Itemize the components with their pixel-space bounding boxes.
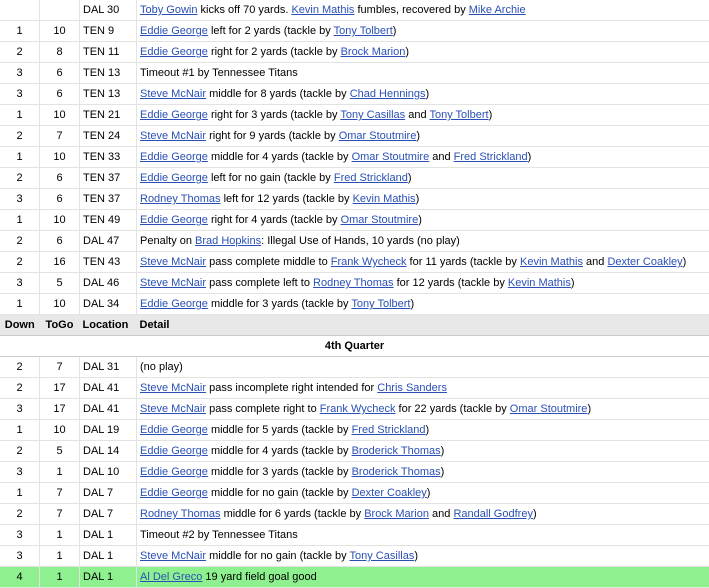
location-cell: DAL 14 <box>80 441 137 462</box>
table-row <box>0 189 709 210</box>
detail-text: ) <box>533 508 537 520</box>
detail-text: ) <box>489 109 493 121</box>
detail-text: 19 yard field goal good <box>202 571 316 583</box>
location-cell: DAL 1 <box>80 525 137 546</box>
player-link[interactable]: Eddie George <box>140 172 208 184</box>
down-cell: 3 <box>0 525 40 546</box>
plays-after <box>0 357 709 588</box>
detail-cell <box>137 504 709 525</box>
location-cell: TEN 24 <box>80 126 137 147</box>
player-link[interactable]: Omar Stoutmire <box>352 151 430 163</box>
quarter-row <box>0 336 709 357</box>
detail-cell <box>137 378 709 399</box>
player-link[interactable]: Randall Godfrey <box>453 508 533 520</box>
down-cell: 2 <box>0 168 40 189</box>
table-row <box>0 462 709 483</box>
player-link[interactable]: Steve McNair <box>140 382 206 394</box>
player-link[interactable]: Broderick Thomas <box>352 466 441 478</box>
detail-text: middle for no gain (tackle by <box>206 550 349 562</box>
table-row <box>0 21 709 42</box>
player-link[interactable]: Fred Strickland <box>352 424 426 436</box>
togo-cell: 5 <box>40 441 80 462</box>
togo-cell: 1 <box>40 462 80 483</box>
detail-text: for 12 yards (tackle by <box>394 277 508 289</box>
detail-cell <box>137 567 709 588</box>
detail-text: and <box>405 109 429 121</box>
togo-cell: 6 <box>40 63 80 84</box>
player-link[interactable]: Eddie George <box>140 109 208 121</box>
location-cell: TEN 37 <box>80 189 137 210</box>
togo-cell: 7 <box>40 483 80 504</box>
detail-cell <box>137 0 709 21</box>
detail-text: left for no gain (tackle by <box>208 172 334 184</box>
player-link[interactable]: Frank Wycheck <box>320 403 396 415</box>
table-row <box>0 63 709 84</box>
table-row <box>0 42 709 63</box>
player-link[interactable]: Eddie George <box>140 25 208 37</box>
detail-text: middle for 8 yards (tackle by <box>206 88 350 100</box>
detail-cell <box>137 420 709 441</box>
down-cell: 1 <box>0 105 40 126</box>
togo-cell <box>40 0 80 21</box>
player-link[interactable]: Chris Sanders <box>377 382 447 394</box>
togo-cell: 7 <box>40 126 80 147</box>
down-cell: 2 <box>0 252 40 273</box>
player-link[interactable]: Kevin Mathis <box>520 256 583 268</box>
detail-text: pass complete left to <box>206 277 313 289</box>
detail-cell <box>137 105 709 126</box>
table-row <box>0 252 709 273</box>
detail-text: ) <box>587 403 591 415</box>
table-row <box>0 399 709 420</box>
togo-cell: 6 <box>40 231 80 252</box>
location-cell: TEN 11 <box>80 42 137 63</box>
player-link[interactable]: Steve McNair <box>140 550 206 562</box>
down-cell: 3 <box>0 399 40 420</box>
player-link[interactable]: Eddie George <box>140 151 208 163</box>
player-link[interactable]: Broderick Thomas <box>352 445 441 457</box>
player-link[interactable]: Omar Stoutmire <box>341 214 419 226</box>
location-cell: DAL 1 <box>80 567 137 588</box>
detail-text: ) <box>683 256 687 268</box>
quarter-label: 4th Quarter <box>0 336 709 357</box>
detail-cell <box>137 231 709 252</box>
detail-text: ) <box>408 172 412 184</box>
detail-text: ) <box>414 550 418 562</box>
detail-text: ) <box>427 487 431 499</box>
location-cell: DAL 1 <box>80 546 137 567</box>
player-link[interactable]: Eddie George <box>140 424 208 436</box>
table-row <box>0 84 709 105</box>
detail-text: ) <box>410 298 414 310</box>
down-cell: 3 <box>0 63 40 84</box>
player-link[interactable]: Brock Marion <box>364 508 429 520</box>
player-link[interactable]: Brock Marion <box>341 46 406 58</box>
togo-cell: 6 <box>40 189 80 210</box>
down-cell: 3 <box>0 84 40 105</box>
location-cell: DAL 46 <box>80 273 137 294</box>
detail-text: pass complete right to <box>206 403 320 415</box>
togo-cell: 1 <box>40 546 80 567</box>
detail-text: Timeout #1 by Tennessee Titans <box>140 67 298 79</box>
detail-cell <box>137 210 709 231</box>
header-location: Location <box>80 315 137 336</box>
table-row <box>0 504 709 525</box>
detail-text: ) <box>426 424 430 436</box>
togo-cell: 6 <box>40 168 80 189</box>
header-detail: Detail <box>137 315 709 336</box>
down-cell: 2 <box>0 441 40 462</box>
location-cell: TEN 37 <box>80 168 137 189</box>
togo-cell: 7 <box>40 504 80 525</box>
detail-text: middle for 3 yards (tackle by <box>208 466 352 478</box>
detail-text: Timeout #2 by Tennessee Titans <box>140 529 298 541</box>
togo-cell: 10 <box>40 420 80 441</box>
detail-text: ) <box>441 466 445 478</box>
detail-text: middle for no gain (tackle by <box>208 487 352 499</box>
detail-cell <box>137 294 709 315</box>
togo-cell: 8 <box>40 42 80 63</box>
player-link[interactable]: Al Del Greco <box>140 571 202 583</box>
down-cell: 1 <box>0 294 40 315</box>
player-link[interactable]: Dexter Coakley <box>352 487 427 499</box>
player-link[interactable]: Steve McNair <box>140 256 206 268</box>
detail-text: right for 9 yards (tackle by <box>206 130 339 142</box>
detail-text: right for 3 yards (tackle by <box>208 109 340 121</box>
table-row <box>0 357 709 378</box>
location-cell: DAL 7 <box>80 483 137 504</box>
table-row <box>0 294 709 315</box>
togo-cell: 10 <box>40 210 80 231</box>
detail-text: for 11 yards (tackle by <box>406 256 520 268</box>
table-row <box>0 420 709 441</box>
detail-text: ) <box>528 151 532 163</box>
player-link[interactable]: Eddie George <box>140 214 208 226</box>
location-cell: DAL 30 <box>80 0 137 21</box>
detail-cell <box>137 399 709 420</box>
table-header-group <box>0 315 709 357</box>
table-row <box>0 525 709 546</box>
location-cell: TEN 49 <box>80 210 137 231</box>
location-cell: DAL 41 <box>80 399 137 420</box>
detail-cell <box>137 21 709 42</box>
player-link[interactable]: Steve McNair <box>140 403 206 415</box>
detail-text: for 22 yards (tackle by <box>395 403 509 415</box>
down-cell: 1 <box>0 483 40 504</box>
detail-cell <box>137 525 709 546</box>
player-link[interactable]: Fred Strickland <box>454 151 528 163</box>
togo-cell: 1 <box>40 567 80 588</box>
player-link[interactable]: Tony Tolbert <box>429 109 488 121</box>
detail-cell <box>137 483 709 504</box>
player-link[interactable]: Steve McNair <box>140 130 206 142</box>
player-link[interactable]: Eddie George <box>140 445 208 457</box>
location-cell: DAL 19 <box>80 420 137 441</box>
detail-cell <box>137 126 709 147</box>
player-link[interactable]: Frank Wycheck <box>331 256 407 268</box>
detail-text: (no play) <box>140 361 183 373</box>
table-header-row <box>0 315 709 336</box>
location-cell: TEN 33 <box>80 147 137 168</box>
player-link[interactable]: Steve McNair <box>140 88 206 100</box>
table-row <box>0 0 709 21</box>
down-cell: 1 <box>0 420 40 441</box>
detail-cell <box>137 168 709 189</box>
location-cell: TEN 43 <box>80 252 137 273</box>
table-row <box>0 273 709 294</box>
table-row <box>0 147 709 168</box>
detail-text: Penalty on <box>140 235 195 247</box>
detail-text: left for 2 yards (tackle by <box>208 25 334 37</box>
down-cell: 3 <box>0 273 40 294</box>
player-link[interactable]: Kevin Mathis <box>353 193 416 205</box>
scoring-play-row <box>0 567 709 588</box>
down-cell: 1 <box>0 21 40 42</box>
togo-cell: 5 <box>40 273 80 294</box>
detail-text: and <box>583 256 607 268</box>
table-row <box>0 441 709 462</box>
player-link[interactable]: Eddie George <box>140 46 208 58</box>
detail-text: ) <box>441 445 445 457</box>
player-link[interactable]: Steve McNair <box>140 277 206 289</box>
detail-text: middle for 4 yards (tackle by <box>208 445 352 457</box>
table-row <box>0 483 709 504</box>
location-cell: TEN 21 <box>80 105 137 126</box>
table-row <box>0 168 709 189</box>
togo-cell: 7 <box>40 357 80 378</box>
togo-cell: 10 <box>40 105 80 126</box>
player-link[interactable]: Kevin Mathis <box>508 277 571 289</box>
detail-text: ) <box>393 25 397 37</box>
down-cell: 3 <box>0 462 40 483</box>
detail-cell <box>137 147 709 168</box>
player-link[interactable]: Dexter Coakley <box>607 256 682 268</box>
detail-text: pass incomplete right intended for <box>206 382 377 394</box>
location-cell: DAL 34 <box>80 294 137 315</box>
togo-cell: 6 <box>40 84 80 105</box>
table-row <box>0 126 709 147</box>
detail-text: middle for 5 yards (tackle by <box>208 424 352 436</box>
header-down: Down <box>0 315 40 336</box>
togo-cell: 17 <box>40 399 80 420</box>
player-link[interactable]: Mike Archie <box>469 4 526 16</box>
location-cell: DAL 31 <box>80 357 137 378</box>
player-link[interactable]: Rodney Thomas <box>313 277 394 289</box>
togo-cell: 1 <box>40 525 80 546</box>
detail-cell <box>137 357 709 378</box>
player-link[interactable]: Brad Hopkins <box>195 235 261 247</box>
table-row <box>0 105 709 126</box>
table-row <box>0 210 709 231</box>
detail-text: middle for 3 yards (tackle by <box>208 298 351 310</box>
player-link[interactable]: Tony Casillas <box>350 550 415 562</box>
detail-cell <box>137 189 709 210</box>
down-cell: 2 <box>0 357 40 378</box>
detail-text: ) <box>426 88 430 100</box>
down-cell: 2 <box>0 378 40 399</box>
location-cell: TEN 13 <box>80 84 137 105</box>
detail-cell <box>137 273 709 294</box>
down-cell: 3 <box>0 189 40 210</box>
player-link[interactable]: Rodney Thomas <box>140 508 221 520</box>
table-row <box>0 231 709 252</box>
player-link[interactable]: Chad Hennings <box>350 88 426 100</box>
detail-cell <box>137 441 709 462</box>
player-link[interactable]: Toby Gowin <box>140 4 197 16</box>
player-link[interactable]: Eddie George <box>140 487 208 499</box>
location-cell: DAL 7 <box>80 504 137 525</box>
player-link[interactable]: Fred Strickland <box>334 172 408 184</box>
down-cell <box>0 0 40 21</box>
down-cell: 2 <box>0 42 40 63</box>
location-cell: DAL 47 <box>80 231 137 252</box>
down-cell: 2 <box>0 504 40 525</box>
player-link[interactable]: Omar Stoutmire <box>339 130 417 142</box>
detail-cell <box>137 42 709 63</box>
togo-cell: 10 <box>40 294 80 315</box>
detail-text: : Illegal Use of Hands, 10 yards (no play) <box>261 235 460 247</box>
detail-text: ) <box>416 130 420 142</box>
togo-cell: 17 <box>40 378 80 399</box>
detail-cell <box>137 84 709 105</box>
detail-text: ) <box>416 193 420 205</box>
location-cell: TEN 13 <box>80 63 137 84</box>
down-cell: 2 <box>0 126 40 147</box>
location-cell: TEN 9 <box>80 21 137 42</box>
detail-text: right for 2 yards (tackle by <box>208 46 341 58</box>
player-link[interactable]: Eddie George <box>140 466 208 478</box>
detail-cell <box>137 63 709 84</box>
detail-text: ) <box>571 277 575 289</box>
detail-text: and <box>429 151 453 163</box>
detail-text: left for 12 yards (tackle by <box>221 193 353 205</box>
down-cell: 1 <box>0 210 40 231</box>
down-cell: 4 <box>0 567 40 588</box>
detail-text: fumbles, recovered by <box>354 4 468 16</box>
detail-cell <box>137 462 709 483</box>
detail-cell <box>137 546 709 567</box>
location-cell: DAL 41 <box>80 378 137 399</box>
down-cell: 1 <box>0 147 40 168</box>
detail-text: right for 4 yards (tackle by <box>208 214 341 226</box>
down-cell: 3 <box>0 546 40 567</box>
detail-text: middle for 4 yards (tackle by <box>208 151 352 163</box>
detail-text: kicks off 70 yards. <box>197 4 291 16</box>
togo-cell: 10 <box>40 147 80 168</box>
player-link[interactable]: Eddie George <box>140 298 208 310</box>
detail-text: middle for 6 yards (tackle by <box>221 508 365 520</box>
player-link[interactable]: Tony Tolbert <box>334 25 393 37</box>
player-link[interactable]: Tony Casillas <box>340 109 405 121</box>
header-togo: ToGo <box>40 315 80 336</box>
player-link[interactable]: Rodney Thomas <box>140 193 221 205</box>
detail-text: ) <box>405 46 409 58</box>
detail-cell <box>137 252 709 273</box>
player-link[interactable]: Omar Stoutmire <box>510 403 588 415</box>
location-cell: DAL 10 <box>80 462 137 483</box>
table-row <box>0 378 709 399</box>
detail-text: pass complete middle to <box>206 256 331 268</box>
togo-cell: 16 <box>40 252 80 273</box>
table-row <box>0 546 709 567</box>
detail-text: ) <box>418 214 422 226</box>
detail-text: and <box>429 508 453 520</box>
player-link[interactable]: Kevin Mathis <box>291 4 354 16</box>
player-link[interactable]: Tony Tolbert <box>351 298 410 310</box>
down-cell: 2 <box>0 231 40 252</box>
togo-cell: 10 <box>40 21 80 42</box>
